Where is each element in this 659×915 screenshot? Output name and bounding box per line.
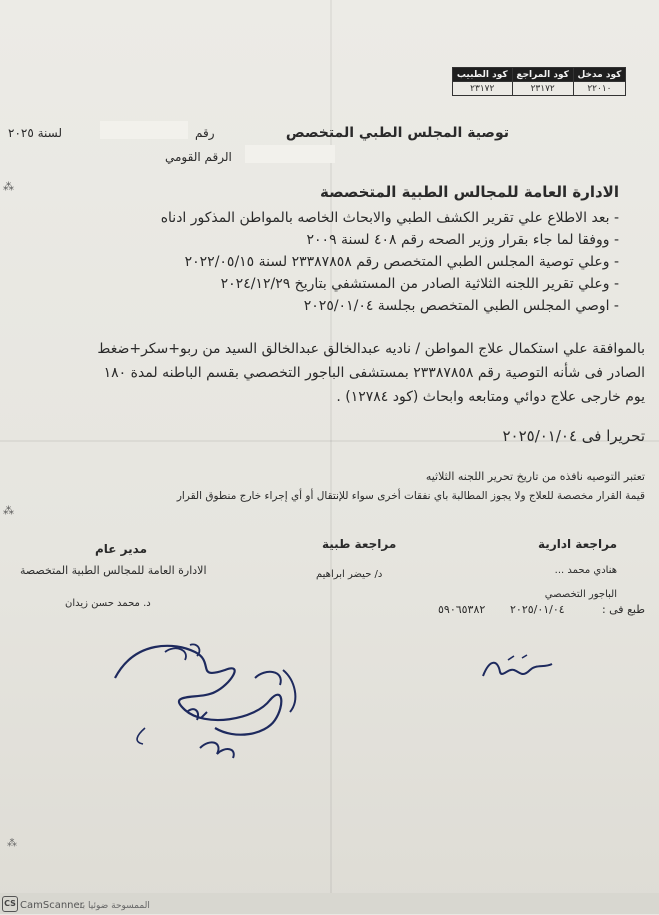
admin-review-title: مراجعة ادارية — [538, 537, 617, 551]
printed-ref: ٥٩٠٦٥٣٨٢ — [438, 603, 486, 616]
admin-review-name: هنادي محمد ... — [554, 565, 617, 576]
printed-date: ٢٠٢٥/٠١/٠٤ — [510, 603, 565, 616]
codes-header: كود الطبيب — [453, 68, 513, 82]
admin-signature — [478, 648, 558, 688]
codes-value: ٢٣١٧٢ — [512, 82, 573, 96]
scanner-prefix: الممسوحة ضوئيا بـ — [80, 901, 150, 911]
general-manager-name: د. محمد حسن زيدان — [65, 598, 151, 609]
national-id-label: الرقم القومي — [165, 150, 232, 164]
scanner-name: CamScanner — [20, 900, 84, 911]
approval-line: يوم خارجى علاج دوائي ومتابعه وابحاث (كود ١٢٧٨٤) . — [336, 389, 645, 405]
admin-review-facility: الباجور التخصصي — [544, 589, 617, 600]
medical-review-name: د/ حيضر ابراهيم — [316, 569, 383, 580]
edge-mark: ⁂ — [3, 504, 14, 517]
edge-mark: ⁂ — [3, 180, 14, 193]
clause: - وعلي تقرير اللجنه الثلاثية الصادر من المستشفي بتاريخ ٢٠٢٤/١٢/٢٩ — [220, 276, 619, 292]
general-manager-title: مدير عام — [95, 542, 148, 556]
codes-table — [452, 67, 626, 96]
date-line: تحريرا فى ٢٠٢٥/٠١/٠٤ — [502, 427, 645, 445]
camscanner-logo-icon: CS — [2, 896, 18, 912]
codes-header: كود المراجع — [512, 68, 573, 82]
clause: - وعلي توصية المجلس الطبي المتخصص رقم ٢٣٣٨٧٨٥٨ لسنة ٢٠٢٢/٠٥/١٥ — [184, 254, 619, 270]
year-label: لسنة ٢٠٢٥ — [8, 126, 63, 140]
manager-signature — [105, 630, 315, 770]
edge-mark: ⁂ — [7, 838, 17, 849]
medical-review-title: مراجعة طبية — [322, 537, 397, 551]
clause: - بعد الاطلاع علي تقرير الكشف الطبي والابحاث الخاصه بالمواطن المذكور ادناه — [160, 210, 619, 226]
approval-line: الصادر فى شأنه التوصية رقم ٢٣٣٨٧٨٥٨ بمستشفى الباجور التخصصي بقسم الباطنه لمدة ١٨٠ — [103, 365, 645, 381]
general-manager-org: الادارة العامة للمجالس الطبية المتخصصة — [20, 564, 207, 577]
codes-value: ٢٢٠١٠ — [573, 82, 625, 96]
note: تعتبر التوصيه نافذه من تاريخ تحرير اللجنه الثلاثيه — [425, 470, 645, 483]
codes-value: ٢٣١٧٢ — [453, 82, 513, 96]
ref-label: رقم — [195, 126, 215, 140]
clause: - اوصي المجلس الطبي المتخصص بجلسة ٢٠٢٥/٠١/٠٤ — [303, 298, 619, 314]
clause: - ووفقا لما جاء بقرار وزير الصحه رقم ٤٠٨ لسنة ٢٠٠٩ — [306, 232, 619, 248]
approval-line: بالموافقة علي استكمال علاج المواطن / ناديه عبدالخالق عبدالخالق السيد من ربو+سكر+ضغط — [97, 341, 645, 357]
redacted-field — [100, 121, 188, 139]
note: قيمة القرار مخصصة للعلاج ولا يجوز المطالبة باي نفقات أخرى سواء للإنتقال أو أي إجراء خارج منطوق القرار — [176, 490, 645, 502]
codes-header: كود مدخل — [573, 68, 625, 82]
addressee: الادارة العامة للمجالس الطبية المتخصصة — [319, 183, 619, 201]
redacted-field — [245, 145, 335, 163]
page-title: توصية المجلس الطبي المتخصص — [285, 125, 509, 141]
printed-label: طبع فى : — [601, 603, 645, 616]
